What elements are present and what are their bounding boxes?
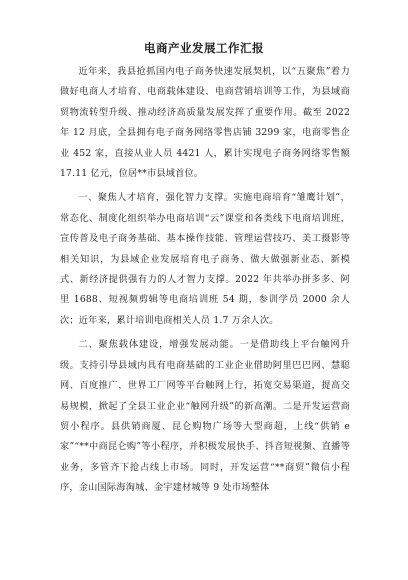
paragraph-carrier: 二、聚焦载体建设，增强发展动能。一是借助线上平台触网升级。支持引导县域内具有电商基础的工业企业借助阿里巴巴网、慧聪网、百度推广、世界工厂网等平台触网上行，拓宽交易渠道，提高交易规模，掀起了全县工业企业“触网升级”的新高潮。二是开发运营商贸小程序。县供销商厦、昆仑购物广场等大型商超，上线“供销 e 家”“**中商昆仑购”等小程序，并积极发展快手、抖音短视频、直播等业务，多管齐下抢占线上市场。同时，开发运营“**商贸”微信小程序，金山国际海淘城、金宇建材城等 9 处市场整体 <box>60 339 350 494</box>
paragraph-talent: 一、聚焦人才培育，强化智力支撑。实施电商培育“雏鹰计划”，常态化、制度化组织举办电商培训“云”课堂和各类线下电商培训班，宣传普及电子商务基础、基本操作技能、管理运营技巧、美工摄影等相关知识，为县域企业发展培育电子商务、做大做强新业态、新模式、新经济提供强有力的人才智力支撑。2022 年共举办拼多多、阿里 1688、短视频剪辑等电商培训班 54 期，参训学员 2000 余人次；近年来，累计培训电商相关人员 1.7 万余人次。 <box>60 192 350 326</box>
paragraph-intro: 近年来，我县抢抓国内电子商务快速发展契机，以“五聚焦”着力做好电商人才培育、电商载体建设、电商营销培训等工作，为县域商贸物流转型升级、推动经济高质量发展发挥了重要作用。截至 2022 年 12 月底，全县拥有电子商务网络零售店铺 3299 家，电商零售企业 452 家，直接从业人员 4421 人，累计实现电子商务网络零售额 17.11 亿元，位居**市县域首位。 <box>60 66 350 180</box>
document-body <box>60 62 350 503</box>
document-title: 电商产业发展工作汇报 <box>144 41 264 55</box>
